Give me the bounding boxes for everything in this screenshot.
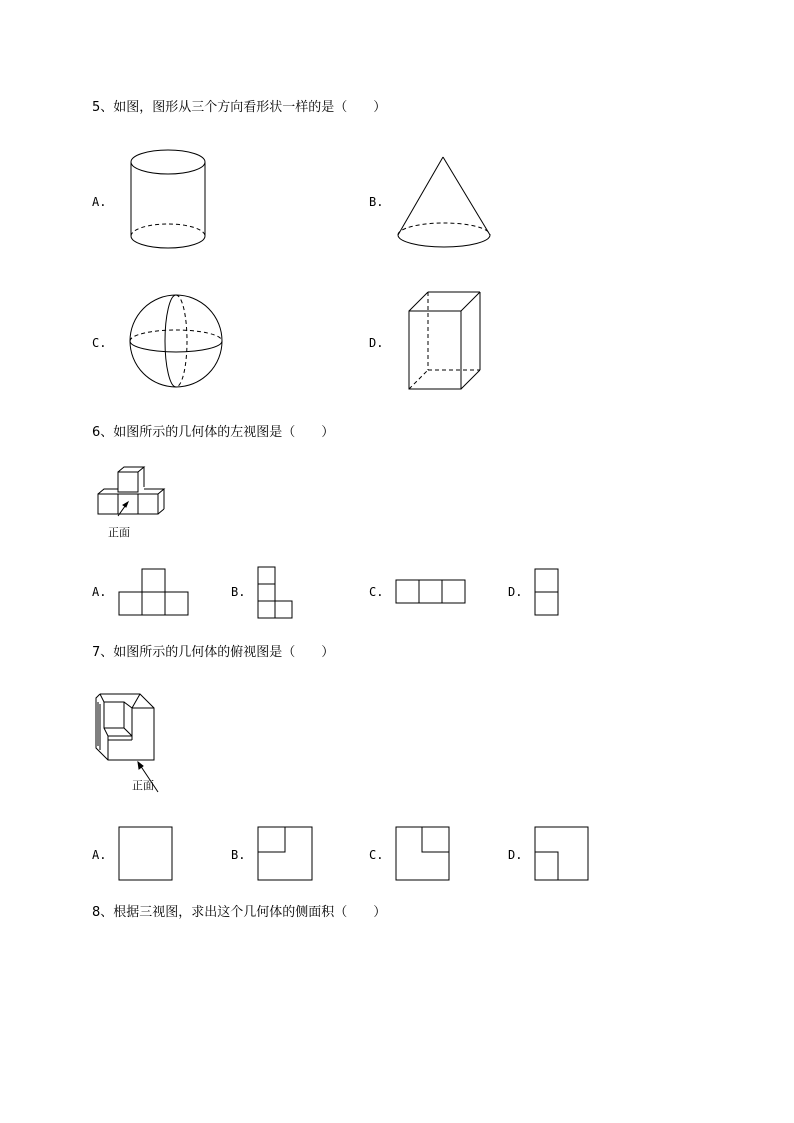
question-6-text: 6、如图所示的几何体的左视图是（ ）: [92, 425, 335, 440]
q7-option-b-label: B.: [231, 848, 246, 862]
q5-option-b-label: B.: [369, 195, 384, 209]
cone-figure: [395, 155, 495, 250]
cuboid-figure: [405, 289, 485, 394]
q6-solid-figure: [96, 466, 170, 518]
q7-option-c-label: C.: [369, 848, 384, 862]
q6-option-d-label: D.: [508, 585, 523, 599]
q7-solid-figure: [94, 692, 166, 794]
q7-option-d-view: [534, 826, 590, 882]
q6-option-d-view: [534, 568, 560, 618]
q7-front-label: 正面: [132, 779, 154, 792]
q6-option-b-view: [257, 566, 295, 620]
q7-option-a-label: A.: [92, 848, 107, 862]
question-7-text: 7、如图所示的几何体的俯视图是（ ）: [92, 645, 335, 660]
q5-option-d-label: D.: [369, 336, 384, 350]
question-8-text: 8、根据三视图，求出这个几何体的侧面积（ ）: [92, 905, 387, 920]
question-5-text: 5、如图，图形从三个方向看形状一样的是（ ）: [92, 100, 387, 115]
q5-option-a-label: A.: [92, 195, 107, 209]
q7-option-b-view: [257, 826, 314, 882]
q5-option-c-label: C.: [92, 336, 107, 350]
q7-option-d-label: D.: [508, 848, 523, 862]
sphere-figure: [128, 294, 224, 388]
q6-option-c-label: C.: [369, 585, 384, 599]
q6-front-label: 正面: [108, 526, 130, 539]
q6-option-b-label: B.: [231, 585, 246, 599]
cylinder-figure: [128, 148, 208, 250]
q6-option-a-view: [118, 568, 190, 618]
q6-option-a-label: A.: [92, 585, 107, 599]
q7-option-a-view: [118, 826, 174, 882]
q6-option-c-view: [395, 579, 467, 605]
q7-option-c-view: [395, 826, 451, 882]
